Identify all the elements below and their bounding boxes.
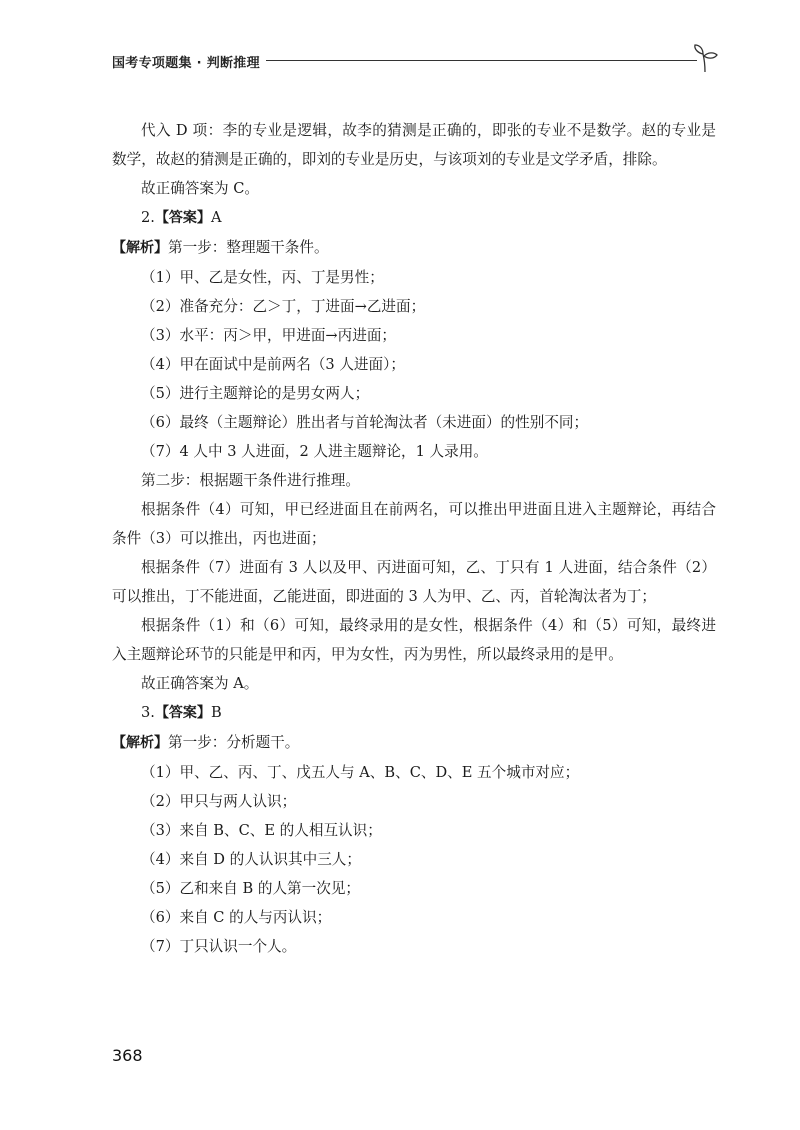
sprout-icon [690,42,720,74]
q2-analysis-label: 【解析】 [112,240,168,256]
q2-number: 2. [141,209,155,226]
q3-analysis-line [112,728,716,758]
header-rule [262,60,697,61]
q3-analysis-label: 【解析】 [112,735,168,751]
q3-answer: B [210,704,222,721]
q2-reasoning: 根据条件（4）可知，甲已经进面且在前两名，可以推出甲进面且进入主题辩论，再结合条件（3）可以推出，丙也进面； [112,501,716,547]
q2-reasoning: 根据条件（1）和（6）可知，最终录用的是女性，根据条件（4）和（5）可知，最终进入主题辩论环节的只能是甲和丙，甲为女性，丙为男性，所以最终录用的是甲。 [112,617,716,663]
q2-condition: （6）最终（主题辩论）胜出者与首轮淘汰者（未进面）的性别不同； [141,414,589,431]
page-header [112,50,714,80]
header-title: 国考专项题集 · 判断推理 [112,52,266,71]
q3-condition: （3）来自 B、C、E 的人相互认识； [141,822,382,839]
q2-answer-label: 【答案】 [154,210,211,226]
q3-step1: 第一步：分析题干。 [168,734,300,751]
q2-answer: A [210,209,222,226]
q2-condition: （3）水平：丙＞甲，甲进面→丙进面； [141,327,397,344]
q2-condition: （1）甲、乙是女性，丙、丁是男性； [141,269,384,286]
q3-answer-label: 【答案】 [154,705,211,721]
q3-condition: （5）乙和来自 B 的人第一次见； [141,880,361,897]
q2-reasoning: 根据条件（7）进面有 3 人以及甲、丙进面可知，乙、丁只有 1 人进面，结合条件（2）可以推出，丁不能进面，乙能进面，即进面的 3 人为甲、乙、丙，首轮淘汰者为丁； [112,559,716,605]
paragraph-option-d: 代入 D 项：李的专业是逻辑，故李的猜测是正确的，即张的专业不是数学。赵的专业是数学，故赵的猜测是正确的，即刘的专业是历史，与该项刘的专业是文学矛盾，排除。 [112,122,716,168]
q2-answer-line [112,203,716,233]
q1-conclusion: 故正确答案为 C。 [141,180,259,197]
q2-analysis-line [112,233,716,263]
q3-answer-line [112,698,716,728]
q3-condition: （6）来自 C 的人与丙认识； [141,909,332,926]
q2-condition: （2）准备充分：乙＞丁，丁进面→乙进面； [141,298,426,315]
q2-condition: （4）甲在面试中是前两名（3 人进面）； [141,356,406,373]
q3-condition: （7）丁只认识一个人。 [141,938,297,955]
q3-condition: （2）甲只与两人认识； [141,793,297,810]
q2-condition: （5）进行主题辩论的是男女两人； [141,385,370,402]
q2-conclusion: 故正确答案为 A。 [141,675,259,692]
q3-condition: （1）甲、乙、丙、丁、戊五人与 A、B、C、D、E 五个城市对应； [141,764,580,781]
page-number: 368 [112,1046,143,1065]
q2-condition: （7）4 人中 3 人进面，2 人进主题辩论，1 人录用。 [141,443,488,460]
q2-step1: 第一步：整理题干条件。 [168,239,329,256]
q3-number: 3. [141,704,155,721]
q3-condition: （4）来自 D 的人认识其中三人； [141,851,361,868]
q2-step2: 第二步：根据题干条件进行推理。 [141,472,360,489]
page-content [112,116,716,961]
